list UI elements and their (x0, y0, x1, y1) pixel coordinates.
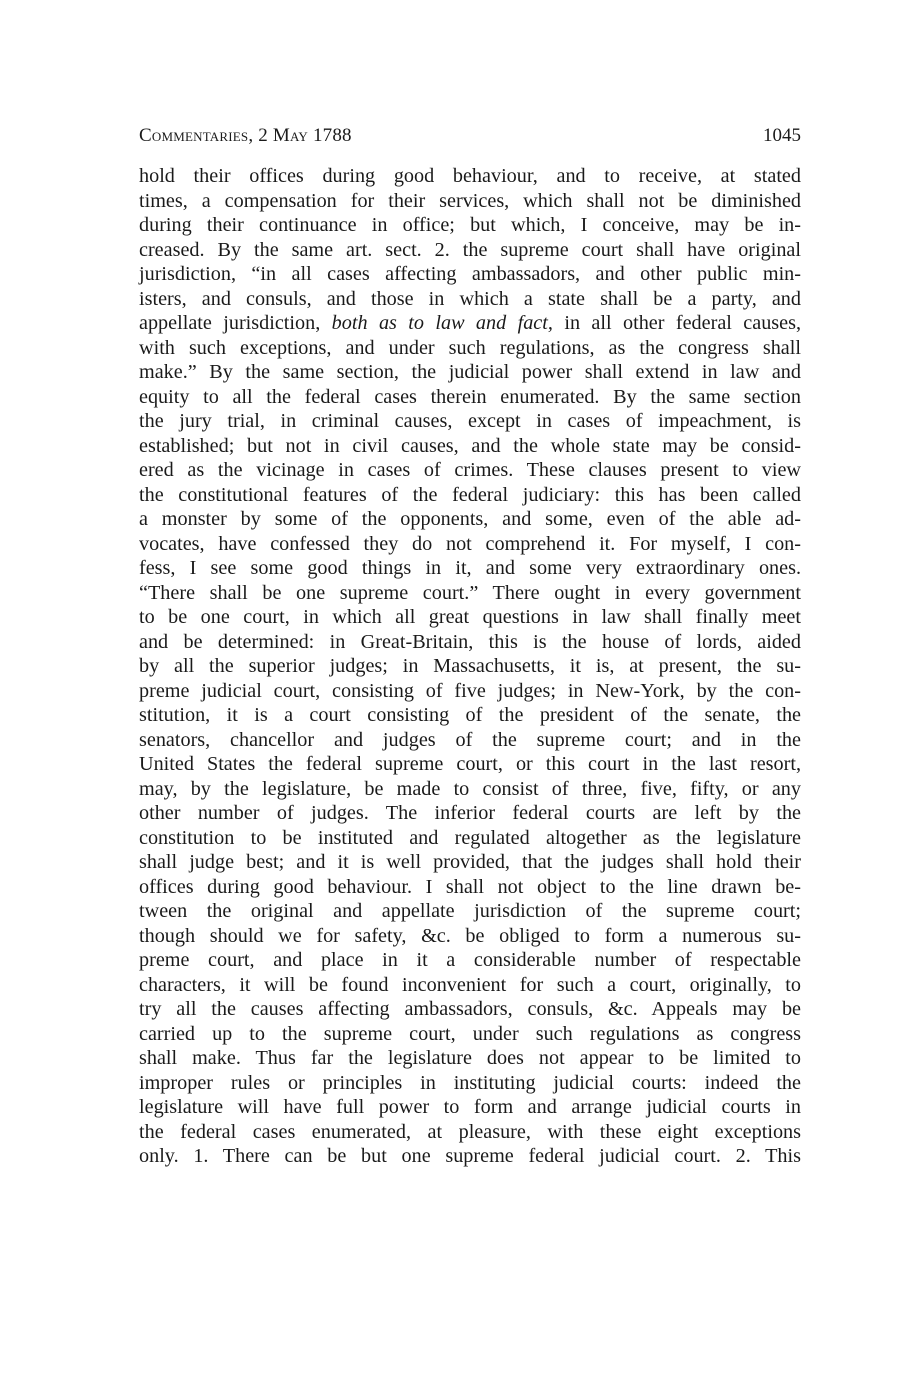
text-line: only. 1. There can be but one supreme federal judicial court. 2. This (139, 1145, 801, 1167)
text-line: times, a compensation for their services, which shall not be diminished (139, 189, 801, 212)
text-line: the constitutional features of the federal judiciary: this has been called (139, 483, 801, 506)
italic-emphasis: both as to law and fact, (331, 312, 553, 334)
text-line: by all the superior judges; in Massachusetts, it is, at present, the su- (139, 655, 801, 677)
text-line: fess, I see some good things in it, and some very extraordinary ones. (139, 557, 801, 579)
text-line: with such exceptions, and under such regulations, as the congress shall (139, 336, 801, 359)
text-line: shall make. Thus far the legislature does not appear to be limited to (139, 1047, 801, 1069)
text-line: may, by the legislature, be made to consist of three, five, fifty, or any (139, 777, 801, 800)
page-number: 1045 (763, 125, 801, 146)
text-run: appellate jurisdiction, (139, 312, 332, 334)
text-line: “There shall be one supreme court.” There ought in every government (139, 581, 801, 604)
text-line: equity to all the federal cases therein enumerated. By the same section (139, 385, 801, 408)
text-line: offices during good behaviour. I shall not object to the line drawn be- (139, 875, 801, 898)
text-line: preme court, and place in it a considerable number of respectable (139, 949, 801, 971)
text-line: vocates, have confessed they do not comprehend it. For myself, I con- (139, 532, 801, 555)
text-line: ered as the vicinage in cases of crimes. These clauses present to view (139, 459, 801, 481)
text-line: shall judge best; and it is well provided, that the judges shall hold their (139, 851, 801, 873)
text-line: characters, it will be found inconvenient for such a court, originally, to (139, 973, 801, 996)
text-line: constitution to be instituted and regulated altogether as the legislature (139, 826, 801, 849)
text-line: senators, chancellor and judges of the supreme court; and in the (139, 728, 801, 751)
text-line: and be determined: in Great-Britain, this is the house of lords, aided (139, 630, 801, 653)
text-line: tween the original and appellate jurisdiction of the supreme court; (139, 900, 801, 922)
text-line: try all the causes affecting ambassadors, consuls, &c. Appeals may be (139, 998, 801, 1020)
text-line: legislature will have full power to form and arrange judicial courts in (139, 1096, 801, 1118)
text-line: isters, and consuls, and those in which a state shall be a party, and (139, 287, 801, 310)
text-line: jurisdiction, “in all cases affecting ambassadors, and other public min- (139, 263, 801, 285)
text-line: improper rules or principles in instituting judicial courts: indeed the (139, 1071, 801, 1094)
text-line: preme judicial court, consisting of five judges; in New-York, by the con- (139, 679, 801, 702)
text-line (139, 311, 801, 336)
text-line: established; but not in civil causes, and the whole state may be consid- (139, 434, 801, 457)
text-line: the jury trial, in criminal causes, except in cases of impeachment, is (139, 410, 801, 432)
text-line: a monster by some of the opponents, and some, even of the able ad- (139, 508, 801, 530)
text-line: carried up to the supreme court, under such regulations as congress (139, 1022, 801, 1045)
text-line: stitution, it is a court consisting of the president of the senate, the (139, 704, 801, 726)
text-line: other number of judges. The inferior federal courts are left by the (139, 802, 801, 824)
text-run: in all other federal causes, (552, 312, 802, 334)
text-line: to be one court, in which all great questions in law shall finally meet (139, 606, 801, 628)
text-line: make.” By the same section, the judicial power shall extend in law and (139, 361, 801, 383)
body-text (139, 164, 801, 1169)
text-line: United States the federal supreme court, or this court in the last resort, (139, 753, 801, 775)
text-line: though should we for safety, &c. be obliged to form a numerous su- (139, 924, 801, 947)
text-line: during their continuance in office; but which, I conceive, may be in- (139, 214, 801, 236)
text-line: the federal cases enumerated, at pleasure, with these eight exceptions (139, 1120, 801, 1143)
running-head-title: Commentaries, 2 May 1788 (139, 125, 352, 146)
text-line: creased. By the same art. sect. 2. the supreme court shall have original (139, 238, 801, 261)
document-page (139, 124, 801, 1169)
running-header (139, 124, 801, 164)
text-line: hold their offices during good behaviour, and to receive, at stated (139, 165, 801, 187)
